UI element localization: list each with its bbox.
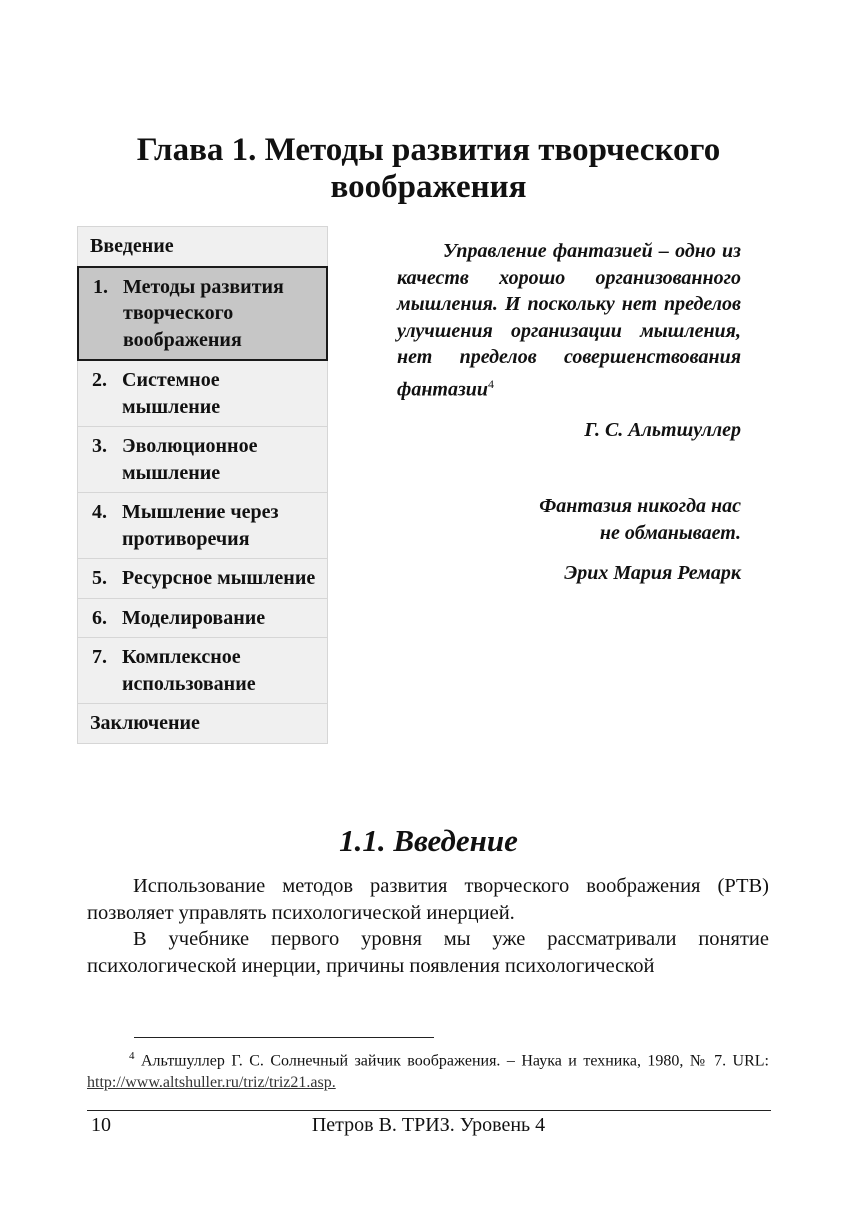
toc-item-label: Комплексное использование bbox=[122, 646, 256, 695]
toc-item-5[interactable] bbox=[78, 559, 327, 599]
toc-item-number: 5. bbox=[92, 567, 107, 589]
toc-item-3[interactable] bbox=[78, 427, 327, 493]
toc-item-number: 1. bbox=[93, 275, 108, 298]
toc-item-label: Моделирование bbox=[122, 606, 266, 629]
toc-item-6[interactable] bbox=[78, 599, 327, 639]
section-title: 1.1. Введение bbox=[339, 823, 518, 858]
footnote bbox=[87, 1045, 769, 1094]
chapter-contents-table bbox=[77, 226, 328, 744]
toc-item-number: 6. bbox=[92, 606, 107, 629]
toc-item-4[interactable] bbox=[78, 493, 327, 559]
footnote-url-link[interactable]: http://www.altshuller.ru/triz/triz21.asp. bbox=[87, 1074, 336, 1092]
epigraph-author-2: Эрих Мария Ремарк bbox=[564, 562, 741, 585]
epigraph-quote-1-text: Управление фантазией – одно из качеств хорошо организованного мышления. И поскольку нет пределов улучшения организации мышления, нет пределов совершенствования фантазии bbox=[397, 240, 741, 401]
toc-item-2[interactable] bbox=[78, 361, 327, 427]
epigraph-quote-2-line1: Фантазия никогда нас bbox=[539, 495, 741, 518]
chapter-title-line2: воображения bbox=[330, 169, 527, 205]
toc-conclusion[interactable]: Заключение bbox=[90, 712, 200, 734]
toc-intro[interactable]: Введение bbox=[78, 227, 327, 267]
toc-item-label: Мышление через противоречия bbox=[122, 501, 279, 550]
body-text bbox=[87, 873, 769, 979]
toc-item-label: Эволюционное мышление bbox=[122, 435, 258, 484]
toc-item-number: 2. bbox=[92, 369, 107, 391]
toc-item-label: Методы развития творческого воображения bbox=[123, 275, 284, 351]
footnote-text: Альтшуллер Г. С. Солнечный зайчик воображения. – Наука и техника, 1980, № 7. URL: bbox=[134, 1052, 769, 1070]
page-number: 10 bbox=[91, 1114, 111, 1136]
chapter-title-line1: Глава 1. Методы развития творческого bbox=[136, 132, 721, 168]
toc-item-number: 4. bbox=[92, 501, 107, 523]
toc-item-label: Системное мышление bbox=[122, 369, 221, 418]
toc-item-7[interactable] bbox=[78, 638, 327, 704]
toc-item-number: 3. bbox=[92, 435, 107, 457]
epigraph-quote-2 bbox=[397, 493, 741, 546]
footer-divider bbox=[87, 1110, 771, 1111]
paragraph-2: В учебнике первого уровня мы уже рассматривали понятие психологической инерции, причины появления психологической bbox=[87, 928, 769, 977]
footnote-ref[interactable]: 4 bbox=[488, 376, 495, 391]
epigraph-block bbox=[397, 238, 741, 587]
footnote-divider bbox=[134, 1037, 434, 1038]
toc-item-1[interactable] bbox=[77, 266, 328, 362]
footnote-mark: 4 bbox=[129, 1050, 135, 1062]
epigraph-author-1: Г. С. Альтшуллер bbox=[584, 418, 741, 441]
paragraph-1: Использование методов развития творческого воображения (РТВ) позволяет управлять психологической инерцией. bbox=[87, 875, 769, 924]
toc-item-number: 7. bbox=[92, 646, 107, 668]
epigraph-quote-1 bbox=[397, 238, 741, 403]
chapter-title bbox=[60, 132, 797, 206]
running-footer: Петров В. ТРИЗ. Уровень 4 bbox=[311, 1114, 546, 1136]
toc-item-label: Ресурсное мышление bbox=[122, 567, 316, 589]
epigraph-quote-2-line2: не обманывает. bbox=[599, 521, 741, 544]
